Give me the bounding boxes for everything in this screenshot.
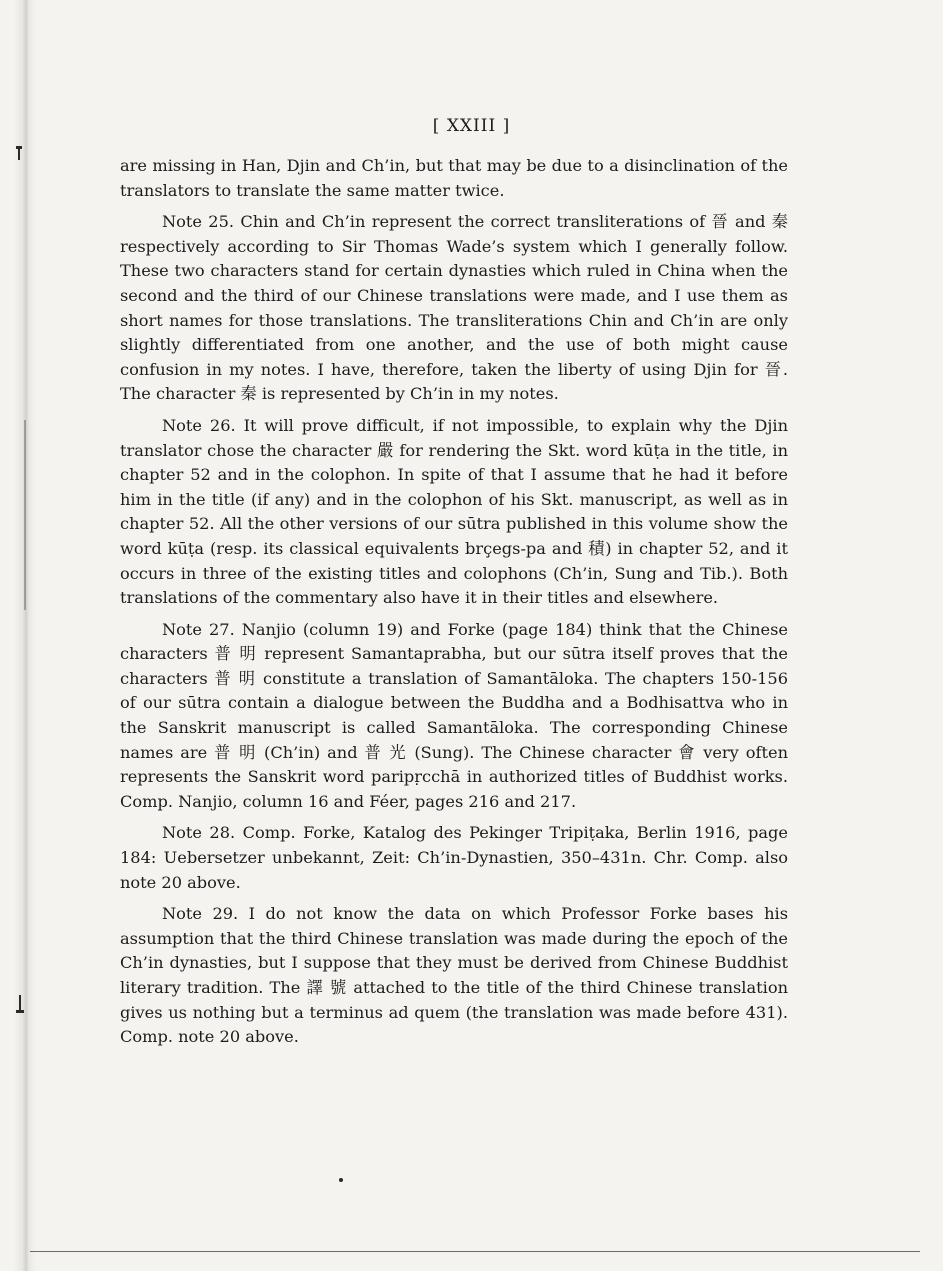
scan-speck: [339, 1178, 343, 1182]
continuation-paragraph: are missing in Han, Djin and Ch’in, but that may be due to a disinclination of the translators to translate the same matter twice.: [120, 156, 788, 200]
scan-edge-mark: [18, 146, 20, 160]
note-28: Note 28. Comp. Forke, Katalog des Pekinger Tripiṭaka, Berlin 1916, page 184: Uebersetzer unbekannt, Zeit: Ch’in-Dynastien, 350–431n. Chr. Comp. also note 20 above.: [120, 823, 788, 892]
note-27: Note 27. Nanjio (column 19) and Forke (page 184) think that the Chinese characters 普 明 represent Samantaprabha, but our sūtra itself proves that the characters 普 明 constitute a translation of Samantāloka. The chapters 150-156 of our sūtra contain a dialogue between the Buddha and a Bodhisattva who in the Sanskrit manuscript is called Samantāloka. The corresponding Chinese names are 普 明 (Ch’in) and 普 光 (Sung). The Chinese character 會 very often represents the Sanskrit word paripṛcchā in authorized titles of Buddhist works. Comp. Nanjio, column 16 and Féer, pages 216 and 217.: [120, 619, 788, 811]
scan-edge-mark: [19, 995, 21, 1013]
scan-edge-mark: [24, 420, 26, 610]
note-29: Note 29. I do not know the data on which Professor Forke bases his assumption that the third Chinese translation was made during the epoch of the Ch’in dynasties, but I suppose that they must be derived from Chinese Buddhist literary tradition. The 譯 號 attached to the title of the third Chinese translation gives us nothing but a terminus ad quem (the translation was made before 431). Comp. note 20 above.: [120, 904, 788, 1047]
document-body: [120, 154, 788, 1057]
note-26: Note 26. It will prove difficult, if not impossible, to explain why the Djin translator chose the character 嚴 for rendering the Skt. word kūṭa in the title, in chapter 52 and in the colophon. In spite of that I assume that he had it before him in the title (if any) and in the colophon of his Skt. manuscript, as well as in chapter 52. All the other versions of our sūtra published in this volume show the word kūṭa (resp. its classical equivalents brçegs-pa and 積) in chapter 52, and it occurs in three of the existing titles and colophons (Ch’in, Sung and Tib.). Both translations of the commentary also have it in their titles and elsewhere.: [120, 415, 788, 608]
note-25: Note 25. Chin and Ch’in represent the correct transliterations of 晉 and 秦 respectively according to Sir Thomas Wade’s system which I generally follow. These two characters stand for certain dynasties which ruled in China when the second and the third of our Chinese translations were made, and I use them as short names for those translations. The transliterations Chin and Ch’in are only slightly differentiated from one another, and the use of both might cause confusion in my notes. I have, therefore, taken the liberty of using Djin for 晉. The character 秦 is represented by Ch’in in my notes.: [120, 212, 788, 404]
scan-binding-shadow: [14, 0, 36, 1271]
page-number-header: [ XXIII ]: [432, 116, 511, 136]
scan-bottom-edge: [30, 1251, 920, 1252]
